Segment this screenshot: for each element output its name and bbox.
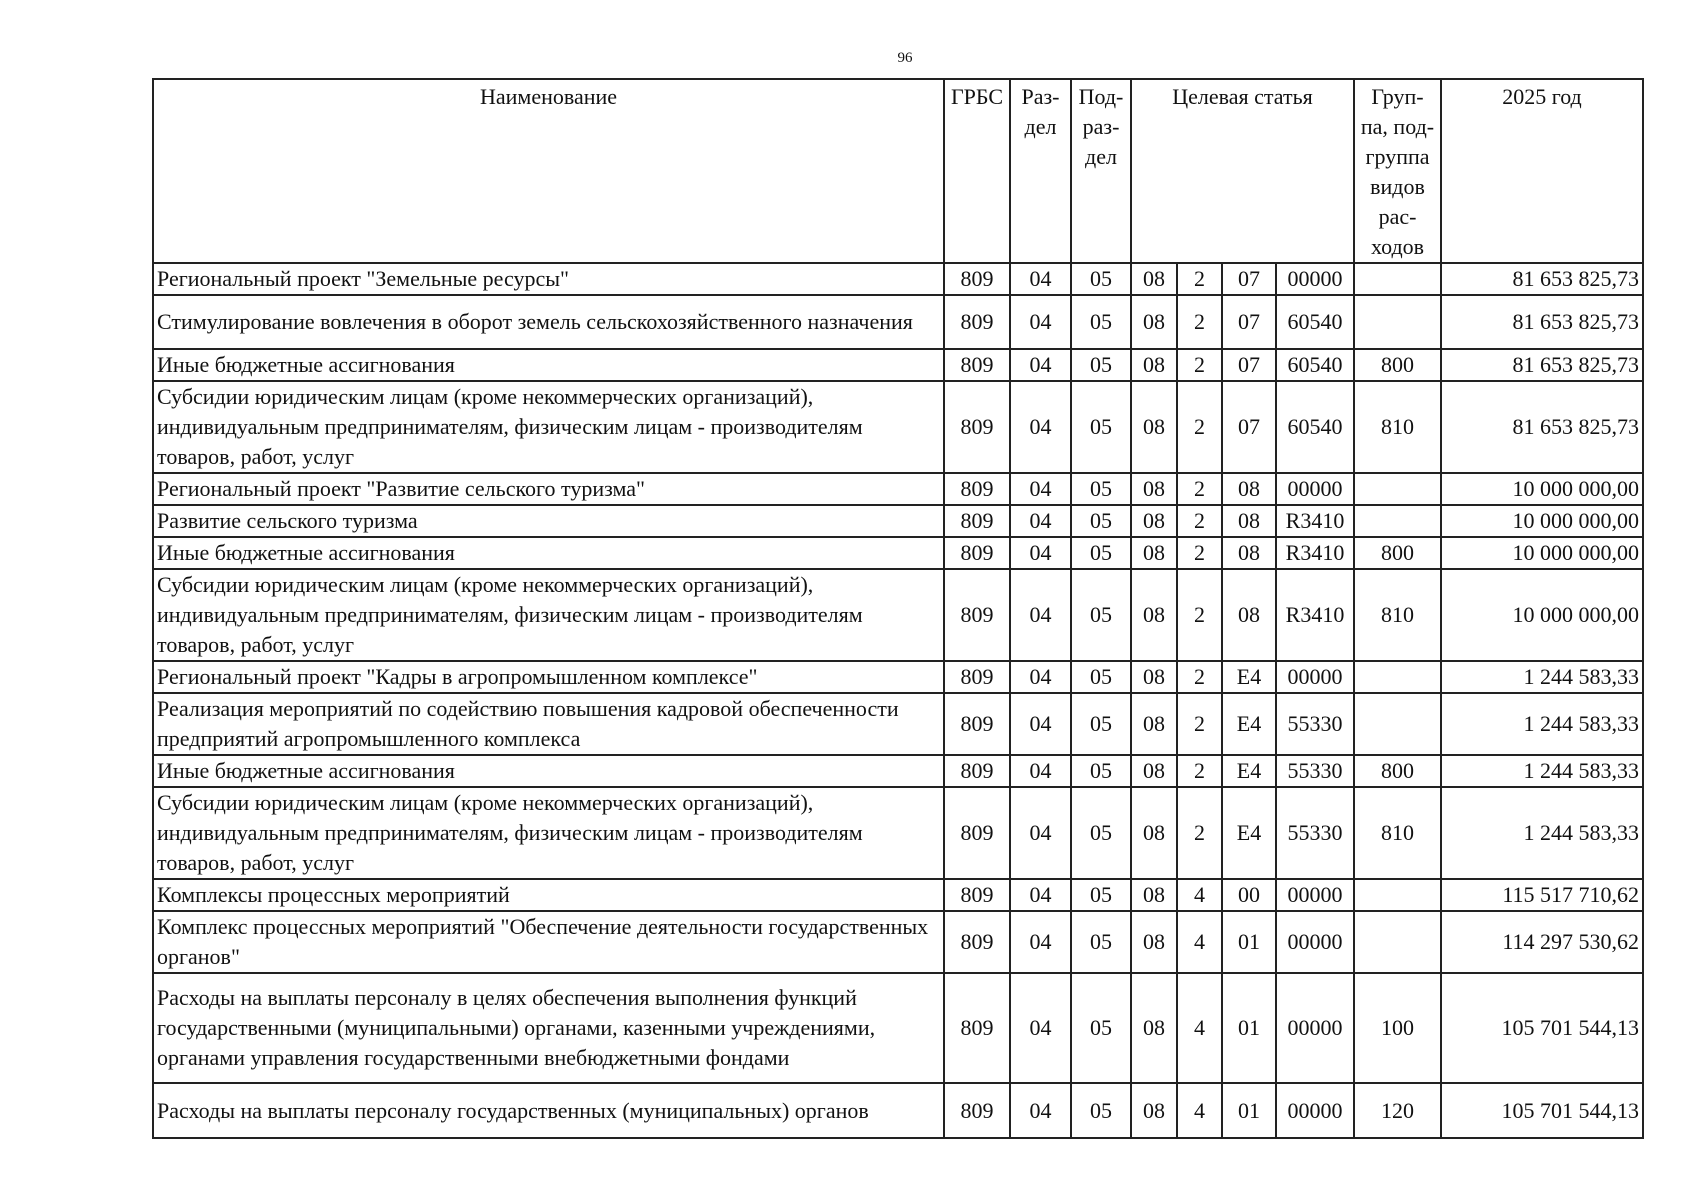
cell-razdel: 04 bbox=[1010, 755, 1071, 787]
cell-name: Региональный проект "Земельные ресурсы" bbox=[153, 263, 944, 295]
cell-podrazdel: 05 bbox=[1071, 537, 1131, 569]
budget-table bbox=[152, 78, 1644, 1139]
cell-amount: 10 000 000,00 bbox=[1441, 537, 1643, 569]
cell-podrazdel: 05 bbox=[1071, 263, 1131, 295]
cell-target-direction: 00000 bbox=[1276, 473, 1354, 505]
cell-amount: 10 000 000,00 bbox=[1441, 505, 1643, 537]
table-row bbox=[153, 505, 1643, 537]
cell-podrazdel: 05 bbox=[1071, 787, 1131, 879]
cell-amount: 81 653 825,73 bbox=[1441, 381, 1643, 473]
cell-expense-group: 810 bbox=[1354, 787, 1441, 879]
cell-target-program: 08 bbox=[1131, 911, 1177, 973]
cell-podrazdel: 05 bbox=[1071, 973, 1131, 1083]
cell-target-direction: 60540 bbox=[1276, 381, 1354, 473]
cell-expense-group: 810 bbox=[1354, 569, 1441, 661]
cell-target-program: 08 bbox=[1131, 473, 1177, 505]
cell-target-project: 00 bbox=[1222, 879, 1276, 911]
header-expense-group: Груп-па, под-группа видов рас-ходов bbox=[1354, 79, 1441, 263]
cell-podrazdel: 05 bbox=[1071, 879, 1131, 911]
cell-grbs: 809 bbox=[944, 661, 1010, 693]
cell-target-program: 08 bbox=[1131, 661, 1177, 693]
cell-podrazdel: 05 bbox=[1071, 473, 1131, 505]
cell-grbs: 809 bbox=[944, 973, 1010, 1083]
cell-target-program: 08 bbox=[1131, 263, 1177, 295]
cell-grbs: 809 bbox=[944, 787, 1010, 879]
cell-amount: 81 653 825,73 bbox=[1441, 263, 1643, 295]
cell-target-program: 08 bbox=[1131, 505, 1177, 537]
cell-target-project: 08 bbox=[1222, 569, 1276, 661]
cell-target-project: 01 bbox=[1222, 911, 1276, 973]
cell-amount: 1 244 583,33 bbox=[1441, 755, 1643, 787]
cell-target-program: 08 bbox=[1131, 295, 1177, 349]
cell-target-type: 2 bbox=[1177, 381, 1222, 473]
cell-target-project: Е4 bbox=[1222, 755, 1276, 787]
cell-target-type: 2 bbox=[1177, 349, 1222, 381]
cell-expense-group bbox=[1354, 505, 1441, 537]
header-name: Наименование bbox=[153, 79, 944, 263]
cell-target-program: 08 bbox=[1131, 569, 1177, 661]
cell-podrazdel: 05 bbox=[1071, 569, 1131, 661]
cell-razdel: 04 bbox=[1010, 569, 1071, 661]
cell-target-program: 08 bbox=[1131, 693, 1177, 755]
cell-name: Иные бюджетные ассигнования bbox=[153, 349, 944, 381]
cell-target-direction: 60540 bbox=[1276, 295, 1354, 349]
cell-target-program: 08 bbox=[1131, 537, 1177, 569]
header-grbs: ГРБС bbox=[944, 79, 1010, 263]
cell-target-program: 08 bbox=[1131, 787, 1177, 879]
page-number: 96 bbox=[897, 50, 913, 66]
cell-podrazdel: 05 bbox=[1071, 349, 1131, 381]
header-target-article: Целевая статья bbox=[1131, 79, 1354, 263]
cell-amount: 105 701 544,13 bbox=[1441, 1083, 1643, 1138]
cell-expense-group bbox=[1354, 661, 1441, 693]
cell-razdel: 04 bbox=[1010, 349, 1071, 381]
cell-grbs: 809 bbox=[944, 263, 1010, 295]
cell-amount: 114 297 530,62 bbox=[1441, 911, 1643, 973]
cell-target-project: 07 bbox=[1222, 295, 1276, 349]
cell-razdel: 04 bbox=[1010, 879, 1071, 911]
cell-target-type: 4 bbox=[1177, 1083, 1222, 1138]
cell-podrazdel: 05 bbox=[1071, 661, 1131, 693]
cell-razdel: 04 bbox=[1010, 537, 1071, 569]
header-podrazdel: Под-раз-дел bbox=[1071, 79, 1131, 263]
table-row bbox=[153, 973, 1643, 1083]
cell-target-direction: 55330 bbox=[1276, 693, 1354, 755]
cell-expense-group: 100 bbox=[1354, 973, 1441, 1083]
cell-expense-group: 120 bbox=[1354, 1083, 1441, 1138]
cell-target-project: 08 bbox=[1222, 473, 1276, 505]
cell-target-type: 2 bbox=[1177, 263, 1222, 295]
cell-razdel: 04 bbox=[1010, 295, 1071, 349]
cell-podrazdel: 05 bbox=[1071, 505, 1131, 537]
cell-grbs: 809 bbox=[944, 381, 1010, 473]
cell-target-program: 08 bbox=[1131, 349, 1177, 381]
cell-expense-group: 810 bbox=[1354, 381, 1441, 473]
cell-amount: 1 244 583,33 bbox=[1441, 661, 1643, 693]
cell-name: Расходы на выплаты персоналу в целях обеспечения выполнения функций государственными (муниципальными) органами, казенными учреждениями, органами управления государственными внебюджетными фондами bbox=[153, 973, 944, 1083]
cell-podrazdel: 05 bbox=[1071, 693, 1131, 755]
cell-target-project: 07 bbox=[1222, 349, 1276, 381]
cell-name: Субсидии юридическим лицам (кроме некоммерческих организаций), индивидуальным предпринимателям, физическим лицам - производителям товаров, работ, услуг bbox=[153, 381, 944, 473]
cell-target-type: 2 bbox=[1177, 505, 1222, 537]
cell-target-direction: 00000 bbox=[1276, 911, 1354, 973]
table-row bbox=[153, 1083, 1643, 1138]
cell-amount: 81 653 825,73 bbox=[1441, 349, 1643, 381]
cell-razdel: 04 bbox=[1010, 661, 1071, 693]
cell-name: Региональный проект "Кадры в агропромышленном комплексе" bbox=[153, 661, 944, 693]
cell-grbs: 809 bbox=[944, 755, 1010, 787]
cell-target-project: Е4 bbox=[1222, 661, 1276, 693]
cell-grbs: 809 bbox=[944, 1083, 1010, 1138]
cell-grbs: 809 bbox=[944, 879, 1010, 911]
header-razdel: Раз-дел bbox=[1010, 79, 1071, 263]
cell-podrazdel: 05 bbox=[1071, 755, 1131, 787]
cell-target-program: 08 bbox=[1131, 755, 1177, 787]
cell-name: Расходы на выплаты персоналу государственных (муниципальных) органов bbox=[153, 1083, 944, 1138]
cell-target-project: Е4 bbox=[1222, 787, 1276, 879]
cell-name: Региональный проект "Развитие сельского туризма" bbox=[153, 473, 944, 505]
cell-expense-group: 800 bbox=[1354, 537, 1441, 569]
table-row bbox=[153, 349, 1643, 381]
cell-expense-group bbox=[1354, 879, 1441, 911]
cell-razdel: 04 bbox=[1010, 505, 1071, 537]
cell-grbs: 809 bbox=[944, 473, 1010, 505]
cell-target-type: 4 bbox=[1177, 879, 1222, 911]
cell-target-type: 2 bbox=[1177, 755, 1222, 787]
cell-target-direction: R3410 bbox=[1276, 569, 1354, 661]
table-row bbox=[153, 693, 1643, 755]
table-row bbox=[153, 879, 1643, 911]
cell-target-project: 08 bbox=[1222, 505, 1276, 537]
cell-grbs: 809 bbox=[944, 349, 1010, 381]
cell-target-project: 08 bbox=[1222, 537, 1276, 569]
cell-target-direction: 55330 bbox=[1276, 755, 1354, 787]
cell-target-type: 2 bbox=[1177, 569, 1222, 661]
cell-amount: 1 244 583,33 bbox=[1441, 693, 1643, 755]
cell-target-direction: 00000 bbox=[1276, 263, 1354, 295]
cell-amount: 10 000 000,00 bbox=[1441, 569, 1643, 661]
cell-expense-group bbox=[1354, 693, 1441, 755]
cell-podrazdel: 05 bbox=[1071, 295, 1131, 349]
cell-amount: 81 653 825,73 bbox=[1441, 295, 1643, 349]
cell-name: Реализация мероприятий по содействию повышения кадровой обеспеченности предприятий агропромышленного комплекса bbox=[153, 693, 944, 755]
cell-target-direction: 00000 bbox=[1276, 879, 1354, 911]
cell-target-project: 07 bbox=[1222, 263, 1276, 295]
cell-target-type: 2 bbox=[1177, 473, 1222, 505]
cell-target-type: 4 bbox=[1177, 911, 1222, 973]
table-row bbox=[153, 661, 1643, 693]
cell-target-direction: R3410 bbox=[1276, 505, 1354, 537]
cell-name: Комплексы процессных мероприятий bbox=[153, 879, 944, 911]
cell-amount: 10 000 000,00 bbox=[1441, 473, 1643, 505]
cell-podrazdel: 05 bbox=[1071, 911, 1131, 973]
table-row bbox=[153, 263, 1643, 295]
cell-target-project: 01 bbox=[1222, 973, 1276, 1083]
cell-name: Субсидии юридическим лицам (кроме некоммерческих организаций), индивидуальным предпринимателям, физическим лицам - производителям товаров, работ, услуг bbox=[153, 569, 944, 661]
table-row bbox=[153, 381, 1643, 473]
cell-target-type: 2 bbox=[1177, 693, 1222, 755]
cell-target-project: 01 bbox=[1222, 1083, 1276, 1138]
cell-target-type: 2 bbox=[1177, 537, 1222, 569]
cell-expense-group bbox=[1354, 295, 1441, 349]
cell-amount: 1 244 583,33 bbox=[1441, 787, 1643, 879]
cell-grbs: 809 bbox=[944, 569, 1010, 661]
table-row bbox=[153, 755, 1643, 787]
cell-target-project: Е4 bbox=[1222, 693, 1276, 755]
cell-razdel: 04 bbox=[1010, 973, 1071, 1083]
cell-target-type: 2 bbox=[1177, 295, 1222, 349]
cell-target-type: 2 bbox=[1177, 661, 1222, 693]
cell-razdel: 04 bbox=[1010, 911, 1071, 973]
cell-grbs: 809 bbox=[944, 911, 1010, 973]
cell-target-program: 08 bbox=[1131, 973, 1177, 1083]
header-year: 2025 год bbox=[1441, 79, 1643, 263]
cell-grbs: 809 bbox=[944, 537, 1010, 569]
cell-grbs: 809 bbox=[944, 693, 1010, 755]
cell-razdel: 04 bbox=[1010, 381, 1071, 473]
table-row bbox=[153, 295, 1643, 349]
cell-name: Иные бюджетные ассигнования bbox=[153, 755, 944, 787]
table-header-row bbox=[153, 79, 1643, 263]
cell-amount: 105 701 544,13 bbox=[1441, 973, 1643, 1083]
cell-target-program: 08 bbox=[1131, 879, 1177, 911]
cell-expense-group bbox=[1354, 911, 1441, 973]
table-row bbox=[153, 911, 1643, 973]
cell-target-direction: 00000 bbox=[1276, 1083, 1354, 1138]
cell-amount: 115 517 710,62 bbox=[1441, 879, 1643, 911]
cell-target-program: 08 bbox=[1131, 1083, 1177, 1138]
cell-name: Стимулирование вовлечения в оборот земель сельскохозяйственного назначения bbox=[153, 295, 944, 349]
table-row bbox=[153, 473, 1643, 505]
table-body bbox=[153, 263, 1643, 1138]
cell-target-direction: 00000 bbox=[1276, 973, 1354, 1083]
cell-name: Развитие сельского туризма bbox=[153, 505, 944, 537]
table-row bbox=[153, 537, 1643, 569]
cell-grbs: 809 bbox=[944, 295, 1010, 349]
cell-podrazdel: 05 bbox=[1071, 1083, 1131, 1138]
cell-name: Комплекс процессных мероприятий "Обеспечение деятельности государственных органов" bbox=[153, 911, 944, 973]
cell-target-type: 2 bbox=[1177, 787, 1222, 879]
cell-grbs: 809 bbox=[944, 505, 1010, 537]
cell-target-type: 4 bbox=[1177, 973, 1222, 1083]
cell-expense-group: 800 bbox=[1354, 755, 1441, 787]
cell-razdel: 04 bbox=[1010, 263, 1071, 295]
cell-razdel: 04 bbox=[1010, 473, 1071, 505]
cell-name: Иные бюджетные ассигнования bbox=[153, 537, 944, 569]
cell-target-direction: 55330 bbox=[1276, 787, 1354, 879]
cell-razdel: 04 bbox=[1010, 693, 1071, 755]
cell-razdel: 04 bbox=[1010, 787, 1071, 879]
cell-name: Субсидии юридическим лицам (кроме некоммерческих организаций), индивидуальным предпринимателям, физическим лицам - производителям товаров, работ, услуг bbox=[153, 787, 944, 879]
cell-expense-group bbox=[1354, 473, 1441, 505]
cell-target-project: 07 bbox=[1222, 381, 1276, 473]
cell-podrazdel: 05 bbox=[1071, 381, 1131, 473]
cell-target-direction: 00000 bbox=[1276, 661, 1354, 693]
table-row bbox=[153, 569, 1643, 661]
cell-target-direction: R3410 bbox=[1276, 537, 1354, 569]
cell-expense-group: 800 bbox=[1354, 349, 1441, 381]
cell-razdel: 04 bbox=[1010, 1083, 1071, 1138]
cell-target-direction: 60540 bbox=[1276, 349, 1354, 381]
cell-target-program: 08 bbox=[1131, 381, 1177, 473]
table-row bbox=[153, 787, 1643, 879]
cell-expense-group bbox=[1354, 263, 1441, 295]
